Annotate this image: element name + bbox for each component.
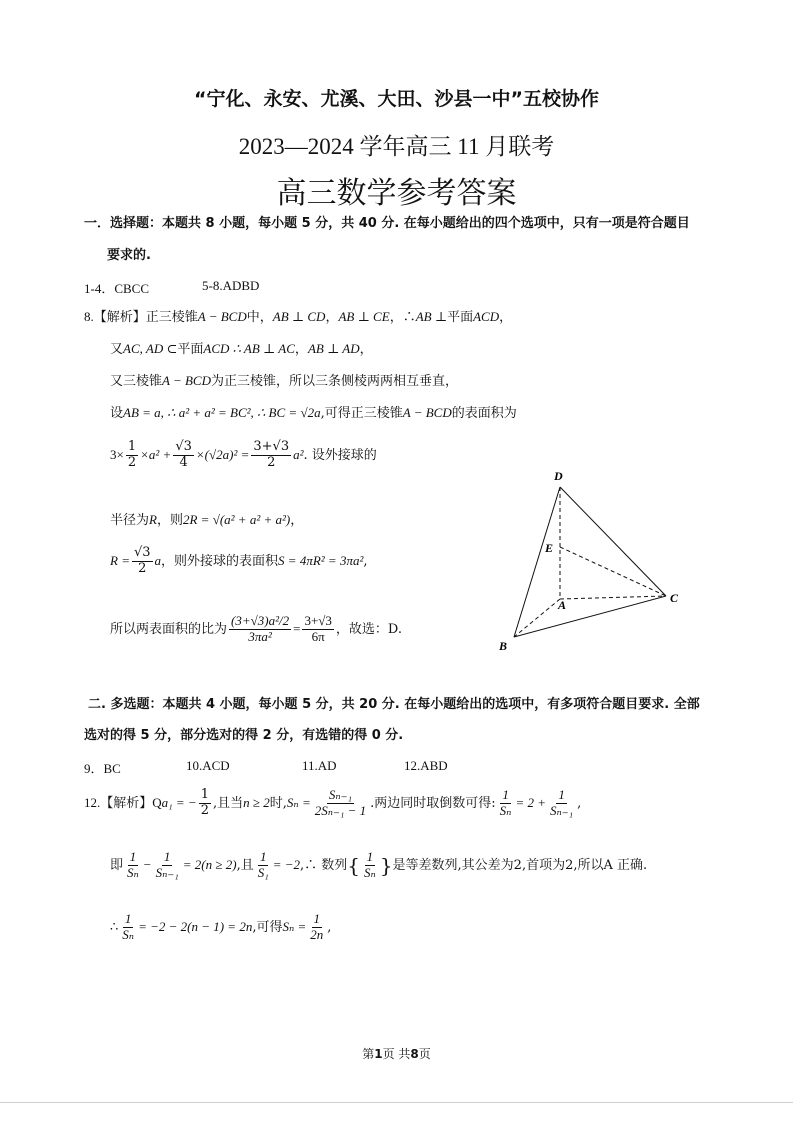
page-bottom-divider xyxy=(0,1102,793,1103)
q12-line-2: 即 $\frac{1}{\text{Sₙ}}$ − $\frac{1}{\text{Sₙ₋₁}}$ = 2(n ≥ 2),且 $\frac{1}{\text{S₁}}$ = −2,∴ 数列{ $\frac{1}{\text{Sₙ}}$ }是等差数列,其公差为2,首项为2,所以A 正确. xyxy=(110,849,648,880)
current-page-number: 1 xyxy=(374,1047,383,1061)
q12-line-1: 12.【解析】Qa₁ = − $\frac{1}{2}$ ,且当n ≥ 2时,Sₙ = $\frac{\text{Sₙ₋₁}}{\text{2Sₙ₋₁ − 1}}$ .两边同时取倒数可得: $\frac{1}{\text{Sₙ}}$ = 2 + $\frac{1}{\text{Sₙ₋₁}}$ , xyxy=(84,787,582,818)
label-e: E xyxy=(545,541,554,555)
section2-heading: 二. 多选题：本题共 4 小题，每小题 5 分，共 20 分. 在每小题给出的选项中，有多项符合题目要求. 全部 xyxy=(88,697,700,712)
school-consortium-title: “宁化、永安、尤溪、大田、沙县一中”五校协作 xyxy=(194,88,599,110)
q8-line-1: 8.【解析】正三棱锥A − BCD中，AB ⊥ CD，AB ⊥ CE，∴AB ⊥平面ACD， xyxy=(84,309,513,325)
q12-line-3: ∴ $\frac{1}{\text{Sₙ}}$ = −2 − 2(n − 1) = 2n,可得Sₙ = $\frac{1}{2n}$ , xyxy=(110,911,332,942)
label-b: B xyxy=(499,639,508,653)
q8-surface-area-formula: 3× $\frac{1}{2}$ ×a² + $\frac{√3}{4}$ ×(√2a)² = $\frac{3+√3}{2}$ a². 设外接球的 xyxy=(110,439,377,470)
section2-heading-cont: 选对的得 5 分，部分选对的得 2 分，有选错的得 0 分. xyxy=(84,728,404,743)
mc-answers-1-4: 1-4．CBCC xyxy=(84,281,150,296)
edge-ac xyxy=(560,596,666,599)
edge-ec xyxy=(560,547,666,596)
answer-12: 12.ABD xyxy=(404,758,448,773)
q8-line-3: 又三棱锥A − BCD为正三棱锥，所以三条侧棱两两相互垂直， xyxy=(110,373,459,389)
q8-line-6: 半径为R，则2R = √(a² + a² + a²)， xyxy=(110,512,304,528)
edge-dc xyxy=(560,487,666,596)
edge-bc xyxy=(514,596,666,637)
answer-11: 11.AD xyxy=(302,758,337,773)
mc-answers-5-8: 5-8.ADBD xyxy=(202,278,260,293)
answer-key-title: 高三数学参考答案 xyxy=(276,177,517,210)
section1-heading: 一．选择题：本题共 8 小题，每小题 5 分，共 40 分. 在每小题给出的四个选项中，只有一项是符合题目 xyxy=(84,216,690,231)
answer-9: 9．BC xyxy=(84,761,121,776)
label-d: D xyxy=(554,469,563,483)
q8-line-4: 设AB = a, ∴ a² + a² = BC², ∴ BC = √2a,可得正三棱锥A − BCD的表面积为 xyxy=(110,405,517,421)
answer-10: 10.ACD xyxy=(186,758,230,773)
q8-radius-line: R = $\frac{√3}{2}$ a，则外接球的表面积S = 4πR² = 3πa², xyxy=(110,545,368,576)
page-footer: 第1页 共8页 xyxy=(362,1047,431,1061)
exam-title: 2023—2024 学年高三 11 月联考 xyxy=(238,134,555,159)
edge-db xyxy=(514,487,560,637)
total-page-number: 8 xyxy=(410,1047,419,1061)
label-c: C xyxy=(670,591,679,605)
q8-ratio-line: 所以两表面积的比为 $\frac{\text{(3+√3)a²/2}}{\text{3πa²}}$ = $\frac{3+√3}{6\pi}$ ，故选：D. xyxy=(110,613,402,644)
section1-heading-cont: 要求的. xyxy=(107,248,151,263)
label-a: A xyxy=(558,598,567,612)
q8-line-2: 又AC, AD ⊂平面ACD ∴ AB ⊥ AC，AB ⊥ AD， xyxy=(110,341,373,357)
tetrahedron-figure xyxy=(490,462,690,658)
